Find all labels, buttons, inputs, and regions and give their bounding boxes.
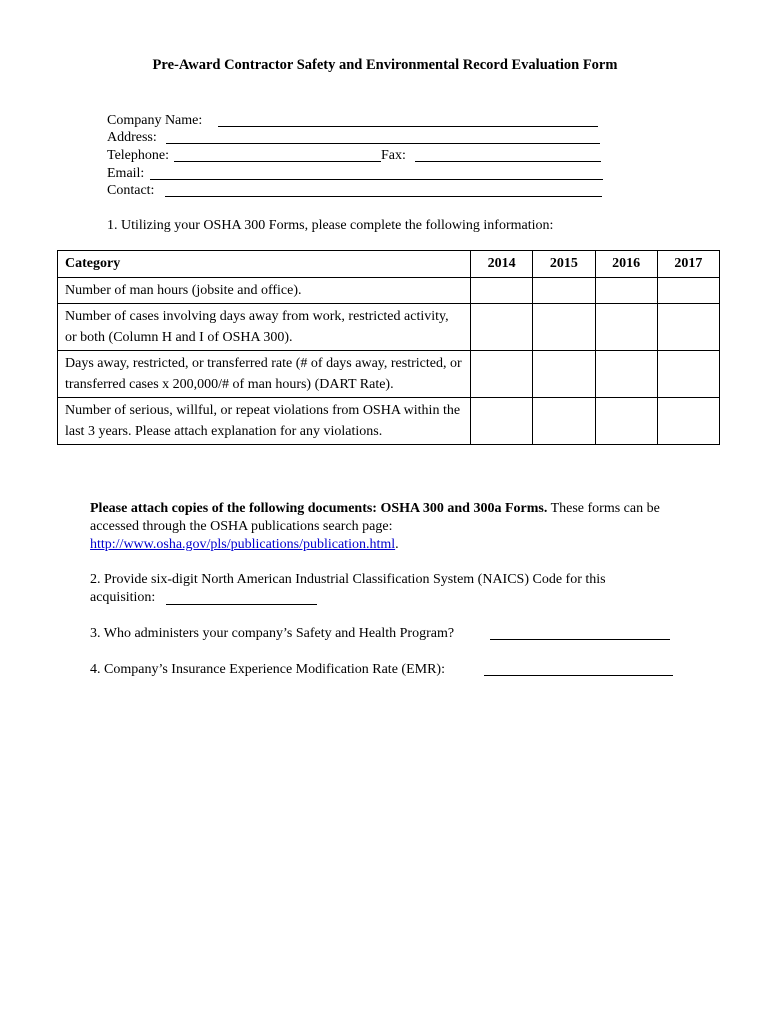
row-man-hours-label: Number of man hours (jobsite and office). (58, 278, 471, 304)
address-field[interactable] (166, 129, 600, 144)
man-hours-2017-cell[interactable] (657, 278, 719, 304)
dart-2015-cell[interactable] (533, 351, 595, 398)
attach-documents-text: These forms can be accessed through the OSHA publications search page: (90, 501, 660, 534)
violations-2015-cell[interactable] (533, 398, 595, 445)
attach-documents-paragraph (90, 500, 680, 554)
question-2-line-1: 2. Provide six-digit North American Industrial Classification System (NAICS) Code for this (90, 572, 606, 587)
cases-2015-cell[interactable] (533, 304, 595, 351)
man-hours-2016-cell[interactable] (595, 278, 657, 304)
table-row (58, 398, 720, 445)
osha-data-table (57, 250, 720, 445)
row-violations-label: Number of serious, willful, or repeat violations from OSHA within the last 3 years. Please attach explanation for any violations. (58, 398, 471, 445)
attach-period: . (395, 537, 399, 552)
email-label: Email: (107, 166, 145, 181)
table-row (58, 304, 720, 351)
safety-program-admin-field[interactable] (490, 625, 670, 640)
telephone-label: Telephone: (107, 148, 169, 163)
dart-2016-cell[interactable] (595, 351, 657, 398)
year-header-2015: 2015 (533, 251, 595, 278)
table-header-row (58, 251, 720, 278)
table-row (58, 278, 720, 304)
man-hours-2015-cell[interactable] (533, 278, 595, 304)
address-label: Address: (107, 130, 157, 145)
contact-label: Contact: (107, 183, 155, 198)
question-3: 3. Who administers your company’s Safety and Health Program? (90, 626, 455, 641)
telephone-field[interactable] (174, 147, 381, 162)
company-name-label: Company Name: (107, 113, 203, 128)
dart-2014-cell[interactable] (471, 351, 533, 398)
year-header-2016: 2016 (595, 251, 657, 278)
cases-2017-cell[interactable] (657, 304, 719, 351)
row-cases-label: Number of cases involving days away from work, restricted activity, or both (Column H and I of OSHA 300). (58, 304, 471, 351)
dart-2017-cell[interactable] (657, 351, 719, 398)
table-row (58, 351, 720, 398)
form-title: Pre-Award Contractor Safety and Environmental Record Evaluation Form (152, 57, 618, 73)
row-dart-rate-label: Days away, restricted, or transferred rate (# of days away, restricted, or transferred cases x 200,000/# of man hours) (DART Rate). (58, 351, 471, 398)
osha-publications-link[interactable]: http://www.osha.gov/pls/publications/publication.html (90, 537, 396, 552)
emr-field[interactable] (484, 661, 673, 676)
fax-label: Fax: (381, 148, 406, 163)
question-2-line-2: acquisition: (90, 590, 156, 605)
man-hours-2014-cell[interactable] (471, 278, 533, 304)
naics-code-field[interactable] (166, 590, 317, 605)
question-1: 1. Utilizing your OSHA 300 Forms, please complete the following information: (107, 218, 554, 233)
cases-2016-cell[interactable] (595, 304, 657, 351)
year-header-2017: 2017 (657, 251, 719, 278)
violations-2017-cell[interactable] (657, 398, 719, 445)
question-4: 4. Company’s Insurance Experience Modification Rate (EMR): (90, 662, 445, 677)
violations-2014-cell[interactable] (471, 398, 533, 445)
contact-field[interactable] (165, 182, 602, 197)
email-field[interactable] (150, 165, 603, 180)
category-header: Category (58, 251, 471, 278)
attach-documents-bold-text: Please attach copies of the following documents: OSHA 300 and 300a Forms. (90, 501, 548, 516)
company-name-field[interactable] (218, 112, 598, 127)
cases-2014-cell[interactable] (471, 304, 533, 351)
year-header-2014: 2014 (471, 251, 533, 278)
fax-field[interactable] (415, 147, 601, 162)
violations-2016-cell[interactable] (595, 398, 657, 445)
